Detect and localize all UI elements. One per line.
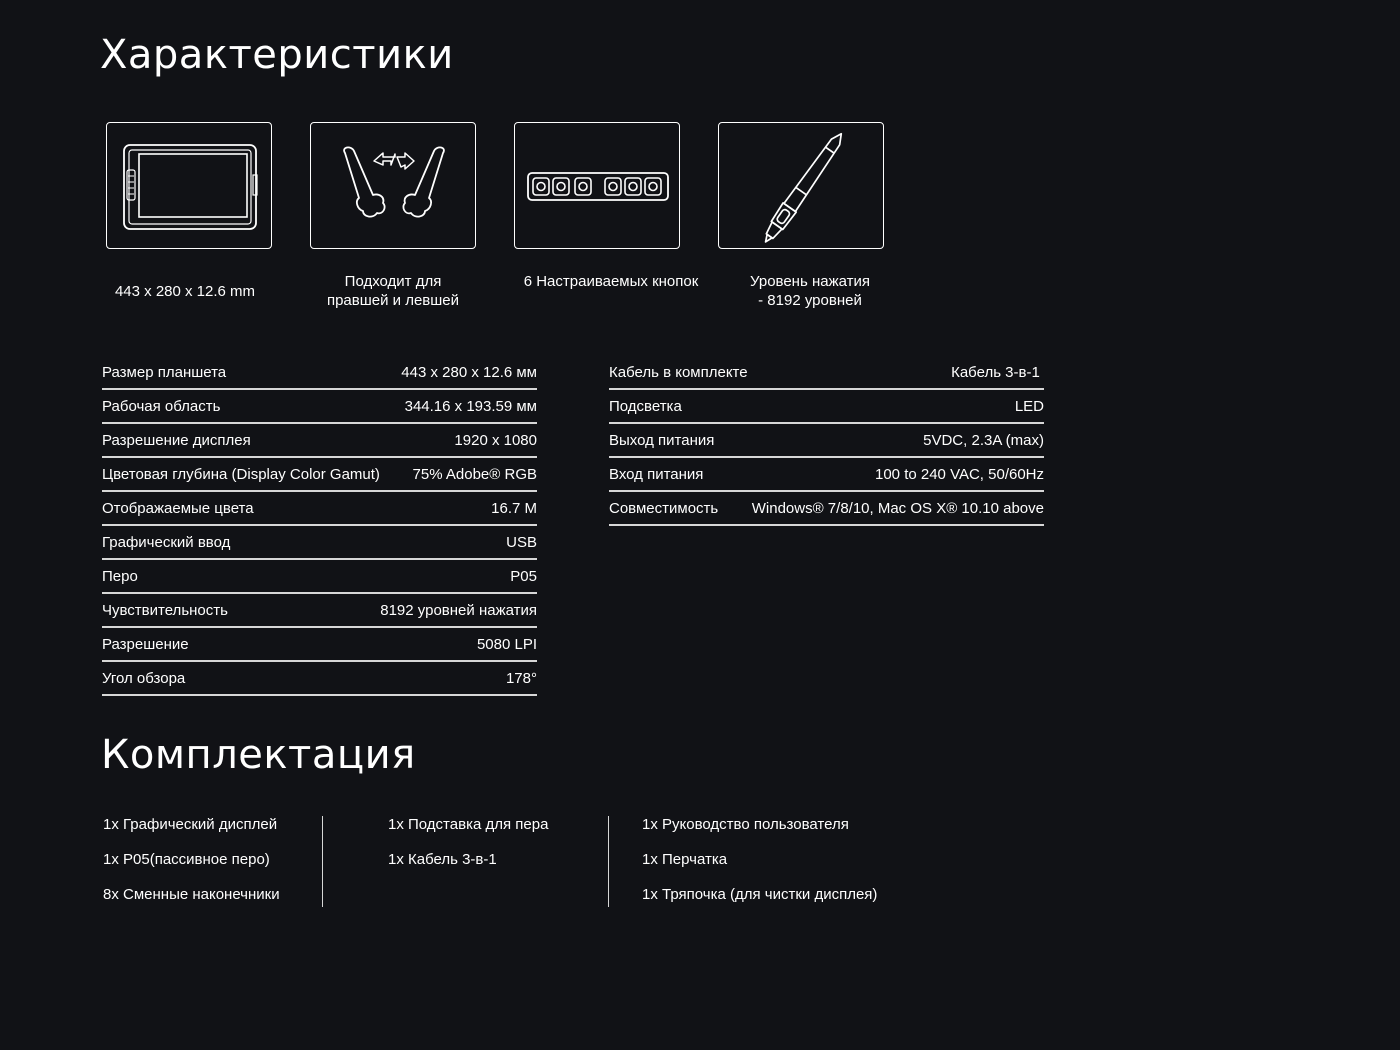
spec-value: 75% Adobe® RGB bbox=[412, 465, 537, 483]
spec-label: Угол обзора bbox=[102, 669, 186, 687]
spec-value: 178° bbox=[505, 669, 537, 687]
left-right-hand-icon bbox=[311, 123, 477, 250]
spec-row bbox=[102, 390, 537, 424]
spec-value: USB bbox=[506, 533, 537, 551]
spec-row bbox=[102, 594, 537, 628]
spec-value: 344.16 x 193.59 мм bbox=[404, 397, 537, 415]
kit-item: 1x Кабель 3-в-1 bbox=[388, 851, 497, 868]
kit-item: 1x Тряпочка (для чистки дисплея) bbox=[642, 886, 878, 903]
spec-row bbox=[102, 458, 537, 492]
stylus-pen-icon bbox=[719, 123, 885, 250]
kit-column-divider bbox=[608, 816, 609, 907]
kit-item: 8x Сменные наконечники bbox=[103, 886, 280, 903]
kit-column-3 bbox=[642, 810, 877, 915]
spec-label: Выход питания bbox=[609, 431, 715, 449]
spec-label: Размер планшета bbox=[102, 363, 227, 381]
feature-box-handedness bbox=[310, 122, 476, 249]
kit-item: 1x Руководство пользователя bbox=[642, 816, 849, 833]
kit-column-1 bbox=[103, 810, 280, 915]
spec-row bbox=[609, 424, 1044, 458]
spec-row bbox=[102, 526, 537, 560]
spec-row bbox=[102, 424, 537, 458]
spec-row bbox=[102, 560, 537, 594]
spec-row bbox=[102, 356, 537, 390]
kit-item: 1x Графический дисплей bbox=[103, 816, 278, 833]
feature-caption-keys: 6 Настраиваемых кнопок bbox=[523, 273, 699, 290]
kit-heading: Комплектация bbox=[101, 732, 416, 778]
spec-value: LED bbox=[1014, 397, 1044, 415]
spec-row bbox=[609, 492, 1044, 526]
spec-value: Windows® 7/8/10, Mac OS X® 10.10 above bbox=[751, 499, 1044, 517]
spec-label: Отображаемые цвета bbox=[102, 499, 254, 517]
spec-label: Рабочая область bbox=[102, 397, 221, 415]
spec-value: 5VDC, 2.3A (max) bbox=[923, 431, 1044, 449]
spec-row bbox=[102, 492, 537, 526]
spec-row bbox=[102, 628, 537, 662]
spec-row bbox=[102, 662, 537, 696]
feature-box-keys bbox=[514, 122, 680, 249]
spec-value: P05 bbox=[510, 567, 537, 585]
spec-table-left bbox=[102, 356, 537, 696]
feature-caption-size: 443 x 280 x 12.6 mm bbox=[114, 283, 256, 300]
specs-heading: Характеристики bbox=[100, 32, 454, 78]
spec-label: Совместимость bbox=[609, 499, 719, 517]
kit-item: 1x Перчатка bbox=[642, 851, 728, 868]
express-keys-icon bbox=[515, 123, 681, 250]
spec-label: Чувствительность bbox=[102, 601, 228, 619]
spec-label: Перо bbox=[102, 567, 138, 585]
kit-column-divider bbox=[322, 816, 323, 907]
spec-label: Кабель в комплекте bbox=[609, 363, 748, 381]
spec-value: 8192 уровней нажатия bbox=[380, 601, 537, 619]
spec-row bbox=[609, 390, 1044, 424]
spec-value: 100 to 240 VAC, 50/60Hz bbox=[875, 465, 1044, 483]
spec-value: 16.7 M bbox=[491, 499, 537, 517]
spec-table-right bbox=[609, 356, 1044, 526]
spec-value: Кабель 3-в-1 bbox=[951, 363, 1044, 381]
spec-value: 443 x 280 x 12.6 мм bbox=[401, 363, 537, 381]
feature-box-pressure bbox=[718, 122, 884, 249]
feature-caption-handedness: Подходит для правшей и левшей bbox=[326, 273, 460, 309]
kit-item: 1x P05(пассивное перо) bbox=[103, 851, 270, 868]
spec-label: Разрешение дисплея bbox=[102, 431, 251, 449]
spec-label: Разрешение bbox=[102, 635, 189, 653]
spec-label: Подсветка bbox=[609, 397, 682, 415]
spec-label: Графический ввод bbox=[102, 533, 231, 551]
kit-item: 1x Подставка для пера bbox=[388, 816, 549, 833]
feature-caption-pressure: Уровень нажатия - 8192 уровней bbox=[750, 273, 870, 309]
feature-box-size bbox=[106, 122, 272, 249]
spec-row bbox=[609, 458, 1044, 492]
spec-value: 1920 x 1080 bbox=[454, 431, 537, 449]
spec-row bbox=[609, 356, 1044, 390]
kit-column-2 bbox=[388, 810, 548, 880]
spec-label: Вход питания bbox=[609, 465, 704, 483]
spec-label: Цветовая глубина (Display Color Gamut) bbox=[102, 465, 380, 483]
spec-value: 5080 LPI bbox=[476, 635, 537, 653]
tablet-display-icon bbox=[107, 123, 273, 250]
